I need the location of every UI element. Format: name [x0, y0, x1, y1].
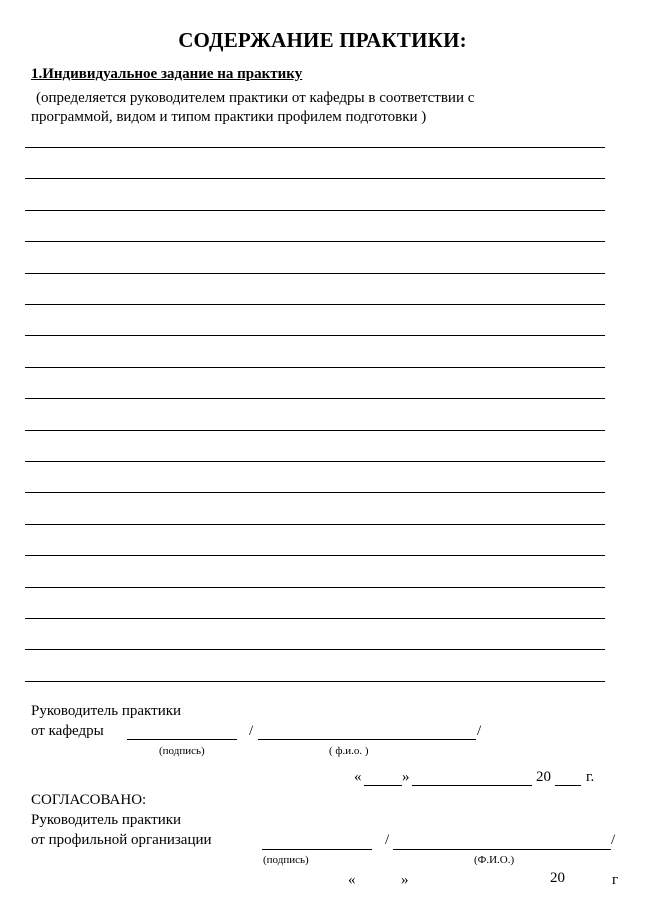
writing-line[interactable]	[25, 367, 605, 368]
writing-line[interactable]	[25, 681, 605, 682]
writing-line[interactable]	[25, 430, 605, 431]
section-description-line-1: (определяется руководителем практики от кафедры в соответствии с	[36, 90, 475, 106]
writing-line[interactable]	[25, 587, 605, 588]
writing-line[interactable]	[25, 335, 605, 336]
department-slash-open: /	[249, 723, 254, 739]
organization-supervisor-label-1: Руководитель практики	[31, 812, 182, 828]
organization-date-quote-open: «	[348, 872, 356, 888]
organization-year-prefix: 20	[550, 870, 565, 886]
organization-signature-line[interactable]	[262, 849, 372, 850]
writing-line[interactable]	[25, 649, 605, 650]
organization-name-caption: (Ф.И.О.)	[474, 854, 515, 866]
department-month-line[interactable]	[412, 785, 532, 786]
department-supervisor-label-2: от кафедры	[31, 723, 104, 739]
department-year-line[interactable]	[555, 785, 581, 786]
department-name-line[interactable]	[258, 739, 476, 740]
writing-line[interactable]	[25, 524, 605, 525]
department-day-line[interactable]	[364, 785, 402, 786]
section-heading: 1.Индивидуальное задание на практику	[31, 66, 303, 82]
organization-year-suffix: г	[612, 872, 619, 888]
department-slash-close: /	[477, 723, 482, 739]
writing-line[interactable]	[25, 304, 605, 305]
department-year-suffix: г.	[586, 769, 595, 785]
organization-slash-close: /	[611, 832, 616, 848]
department-signature-line[interactable]	[127, 739, 237, 740]
organization-signature-caption: (подпись)	[263, 854, 309, 866]
writing-line[interactable]	[25, 618, 605, 619]
organization-name-line[interactable]	[393, 849, 611, 850]
writing-line[interactable]	[25, 555, 605, 556]
organization-supervisor-label-2: от профильной организации	[31, 832, 212, 848]
organization-date-quote-close: »	[401, 872, 409, 888]
organization-slash-open: /	[385, 832, 390, 848]
approval-heading: СОГЛАСОВАНО:	[31, 792, 147, 808]
department-name-caption: ( ф.и.о. )	[329, 745, 369, 757]
department-signature-caption: (подпись)	[159, 745, 205, 757]
department-year-prefix: 20	[536, 769, 551, 785]
department-date-quote-close: »	[402, 769, 410, 785]
section-description-line-2: программой, видом и типом практики профилем подготовки )	[31, 109, 427, 125]
writing-line[interactable]	[25, 210, 605, 211]
writing-line[interactable]	[25, 461, 605, 462]
writing-line[interactable]	[25, 398, 605, 399]
writing-line[interactable]	[25, 178, 605, 179]
writing-line[interactable]	[25, 273, 605, 274]
writing-line[interactable]	[25, 241, 605, 242]
department-date-quote-open: «	[354, 769, 362, 785]
writing-line[interactable]	[25, 147, 605, 148]
page-title: СОДЕРЖАНИЕ ПРАКТИКИ:	[178, 28, 467, 52]
department-supervisor-label-1: Руководитель практики	[31, 703, 182, 719]
writing-line[interactable]	[25, 492, 605, 493]
